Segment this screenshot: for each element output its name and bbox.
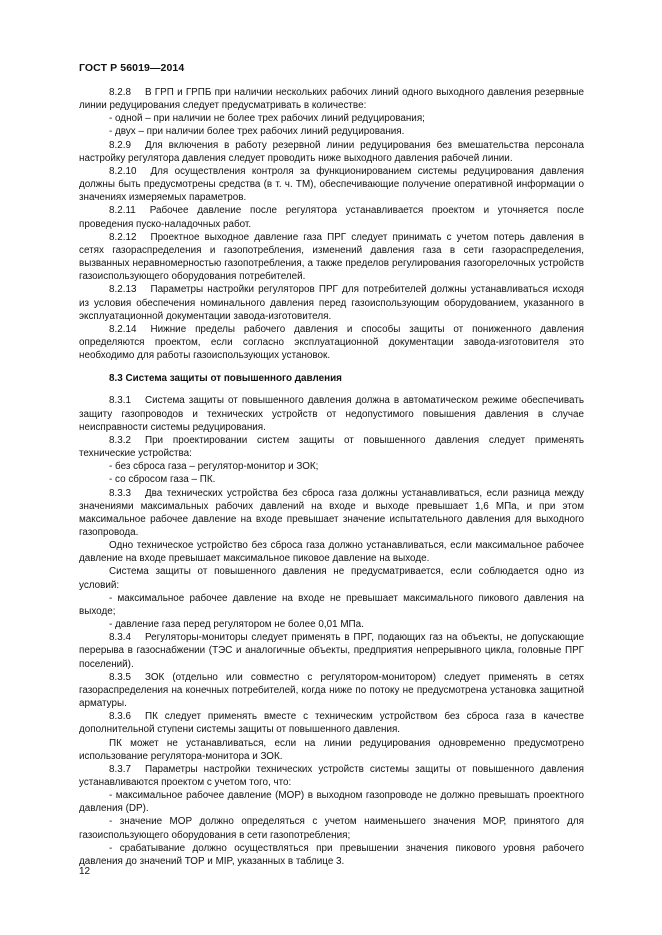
paragraph bbox=[79, 815, 584, 841]
clause-number: 8.2.8 bbox=[109, 87, 131, 98]
paragraph-text: Для включения в работу резервной линии редуцирования без вмешательства персонала настройку регулятора давления следует проводить ниже выходного давления рабочей линии. bbox=[79, 139, 584, 164]
paragraph bbox=[79, 487, 584, 540]
page-number: 12 bbox=[79, 866, 91, 877]
paragraph-text: - значение МОР должно определяться с учетом наименьшего значения МОР, принятого для газоиспользующего оборудования в сети газопотребления; bbox=[79, 816, 584, 841]
paragraphs-after bbox=[79, 394, 584, 868]
paragraph bbox=[79, 204, 584, 230]
paragraph-text: Параметры настройки регуляторов ПРГ для потребителей должны устанавливаться исходя из условия обеспечения номинального давления перед газоиспользующим оборудованием, указанного в эксплуатационной документации завода-изготовителя. bbox=[79, 284, 584, 322]
paragraph bbox=[79, 789, 584, 815]
paragraph-text: При проектировании систем защиты от повышенного давления следует применять технические устройства: bbox=[79, 434, 584, 460]
paragraph-text: Система защиты от повышенного давления должна в автоматическом режиме обеспечивать защиту газопроводов и технических устройств от недопустимого повышения давления в случае неисправности системы редуцирования. bbox=[79, 395, 584, 433]
paragraph bbox=[79, 283, 584, 322]
clause-number: 8.2.12 bbox=[109, 231, 137, 243]
paragraph-text: - давление газа перед регулятором не более 0,01 МПа. bbox=[109, 619, 364, 631]
paragraphs-before bbox=[79, 86, 584, 362]
paragraph-text: Система защиты от повышенного давления не предусматривается, если соблюдается одно из условий: bbox=[79, 566, 584, 591]
paragraph bbox=[79, 539, 584, 565]
paragraph bbox=[79, 86, 584, 112]
paragraph-text: - максимальное рабочее давление на входе не превышает максимального пикового давления на выходе; bbox=[79, 592, 584, 617]
paragraph bbox=[79, 842, 584, 868]
standard-header: ГОСТ Р 56019—2014 bbox=[79, 62, 185, 74]
paragraph bbox=[79, 394, 584, 433]
paragraph bbox=[79, 631, 584, 670]
paragraph-text: Рабочее давление после регулятора устанавливается проектом и уточняется после проведения пуско-наладочных работ. bbox=[79, 205, 584, 230]
paragraph-text: - максимальное рабочее давление (МОР) в выходном газопроводе не должно превышать проектного давления (DP). bbox=[79, 790, 584, 815]
paragraph-text: Регуляторы-мониторы следует применять в ПРГ, подающих газ на объекты, не допускающие перерыва в газоснабжении (ТЭС и аналогичные объекты, предприятия непрерывного цикла, головные ПРГ поселений). bbox=[79, 632, 584, 670]
paragraph bbox=[79, 710, 584, 736]
paragraph bbox=[79, 231, 584, 284]
paragraph bbox=[79, 139, 584, 165]
paragraph-text: - без сброса газа – регулятор-монитор и ЗОК; bbox=[109, 461, 319, 473]
clause-number: 8.2.13 bbox=[109, 284, 137, 296]
paragraph-text: - одной – при наличии не более трех рабочих линий редуцирования; bbox=[109, 113, 425, 125]
clause-number: 8.3.5 bbox=[109, 671, 131, 683]
paragraph-text: ПК следует применять вместе с техническим устройством без сброса газа в качестве дополнительной ступени системы защиты от повышенного давления. bbox=[79, 711, 584, 736]
paragraph bbox=[79, 618, 584, 631]
clause-number: 8.2.14 bbox=[109, 323, 137, 335]
paragraph-text: ПК может не устанавливаться, если на линии редуцирования одновременно предусмотрено использование регулятора-монитора и ЗОК. bbox=[79, 737, 584, 762]
paragraph bbox=[79, 565, 584, 591]
paragraph-text: Нижние пределы рабочего давления и способы защиты от пониженного давления определяются проектом, если согласно эксплуатационной документации завода-изготовителя это необходимо для работы газоиспользующих установок. bbox=[79, 323, 584, 362]
clause-number: 8.3.3 bbox=[109, 487, 131, 499]
clause-number: 8.2.10 bbox=[109, 165, 137, 177]
paragraph bbox=[79, 473, 584, 486]
clause-number: 8.2.9 bbox=[109, 139, 131, 151]
clause-number: 8.3.2 bbox=[109, 434, 131, 446]
paragraph-text: - со сбросом газа – ПК. bbox=[109, 474, 216, 486]
document-body bbox=[79, 86, 584, 868]
paragraph bbox=[79, 671, 584, 710]
paragraph-text: Проектное выходное давление газа ПРГ следует принимать с учетом потерь давления в сетях газораспределения и газопотребления, изменений давления газа в сети газораспределения, вызванных неравномерностью газопотребления, а также пределов регулирования газогорелочных устройств газоиспользующего оборудования потребителей. bbox=[79, 231, 584, 283]
paragraph bbox=[79, 737, 584, 763]
clause-number: 8.3.7 bbox=[109, 763, 131, 775]
paragraph-text: - срабатывание должно осуществляться при превышении значения пикового уровня рабочего давления до значений ТОР и MIP, указанных в таблице 3. bbox=[79, 842, 584, 867]
paragraph bbox=[79, 592, 584, 618]
paragraph-text: - двух – при наличии более трех рабочих линий редуцирования. bbox=[109, 126, 405, 138]
paragraph bbox=[79, 112, 584, 125]
paragraph bbox=[79, 460, 584, 473]
paragraph bbox=[79, 763, 584, 789]
paragraph bbox=[79, 125, 584, 138]
paragraph-text: Для осуществления контроля за функционированием системы редуцирования давления должны быть предусмотрены средства (в т. ч. ТМ), обеспечивающие получение оперативной информации о значениях измеряемых параметров. bbox=[79, 165, 584, 204]
section-heading: 8.3 Система защиты от повышенного давления bbox=[109, 373, 342, 385]
paragraph-text: Параметры настройки технических устройств системы защиты от повышенного давления устанавливаются проектом с учетом того, что: bbox=[79, 763, 584, 788]
clause-number: 8.2.11 bbox=[109, 205, 136, 217]
paragraph-text: В ГРП и ГРПБ при наличии нескольких рабочих линий одного выходного давления резервные линии редуцирования следует предусматривать в количестве: bbox=[79, 87, 584, 112]
paragraph bbox=[79, 165, 584, 204]
clause-number: 8.3.1 bbox=[109, 395, 131, 407]
paragraph-text: Одно техническое устройство без сброса газа должно устанавливаться, если максимальное рабочее давление на входе превышает максимальное пиковое давление на выходе. bbox=[79, 540, 584, 565]
paragraph-text: ЗОК (отдельно или совместно с регулятором-монитором) следует применять в сетях газораспределения на конечных потребителей, когда ниже по потоку не предусмотрена установка защитной арматуры. bbox=[79, 671, 584, 710]
paragraph bbox=[79, 323, 584, 362]
paragraph-text: Два технических устройства без сброса газа должны устанавливаться, если разница между значениями максимальных рабочих давлений на входе и выходе превышает 1,6 МПа, и при этом максимальное рабочее давление на входе превышает значение испытательного давления для выходного газопровода. bbox=[79, 487, 584, 538]
paragraph bbox=[79, 434, 584, 460]
clause-number: 8.3.6 bbox=[109, 711, 131, 723]
clause-number: 8.3.4 bbox=[109, 632, 131, 644]
